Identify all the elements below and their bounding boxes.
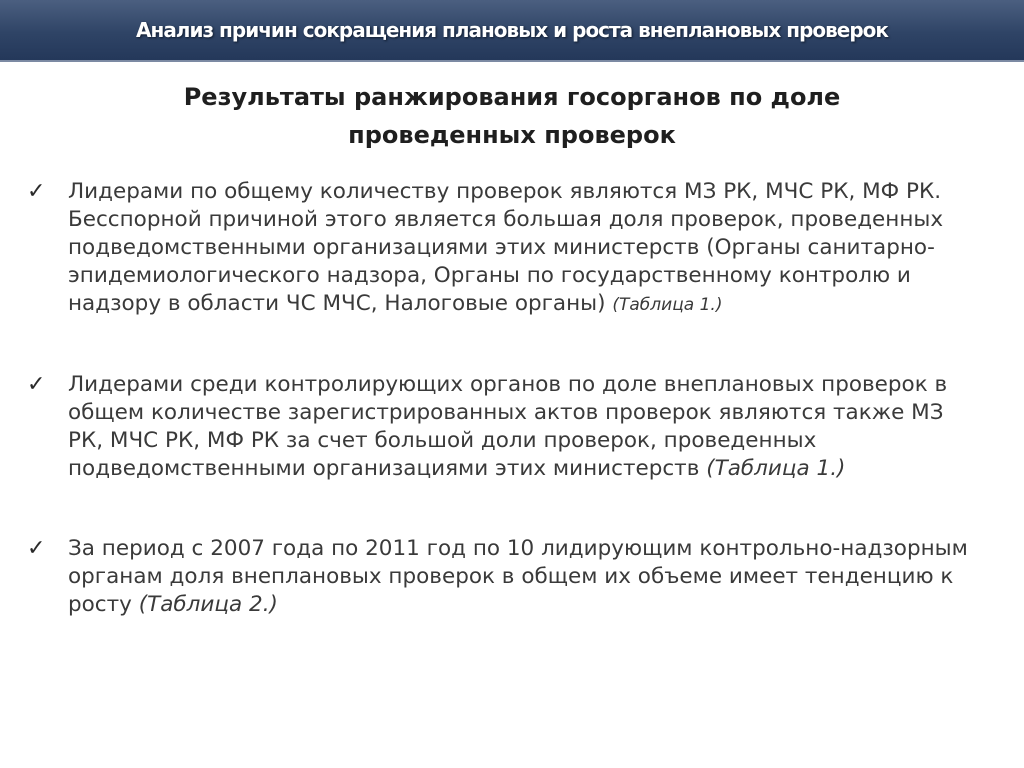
check-icon: ✓ — [27, 372, 46, 397]
header-bar — [0, 0, 1024, 62]
table-reference: (Таблица 1.) — [706, 456, 846, 481]
bullet-list — [0, 178, 1024, 619]
slide-header-title: Анализ причин сокращения плановых и роста внеплановых проверок — [136, 18, 888, 42]
bullet-text: Лидерами по общему количеству проверок являются МЗ РК, МЧС РК, МФ РК. Бесспорной причиной этого является большая доля проверок, проведенных подведомственными организациями этих министерств (Органы санитарно-эпидемиологического надзора, Органы по государственному контролю и надзору в области ЧС МЧС, Налоговые органы) — [68, 179, 944, 316]
subtitle-line-1: Результаты ранжирования госорганов по доле — [183, 83, 841, 111]
table-reference: (Таблица 1.) — [612, 295, 723, 315]
check-icon: ✓ — [27, 179, 46, 204]
bullet-item-2 — [0, 371, 1024, 483]
check-icon: ✓ — [27, 536, 46, 561]
bullet-text: За период с 2007 года по 2011 год по 10 лидирующим контрольно-надзорным органам доля внеплановых проверок в общем их объеме имеет тенденцию к росту — [68, 536, 968, 617]
table-reference: (Таблица 2.) — [138, 592, 278, 617]
bullet-item-1 — [0, 178, 1024, 319]
bullet-item-3 — [0, 535, 1024, 619]
bullet-text: Лидерами среди контролирующих органов по доле внеплановых проверок в общем количестве зарегистрированных актов проверок являются также МЗ РК, МЧС РК, МФ РК за счет большой доли проверок, проведенных подведомственными организациями этих министерств — [68, 372, 948, 481]
slide-subtitle — [0, 78, 1024, 154]
subtitle-line-2: проведенных проверок — [348, 121, 676, 149]
